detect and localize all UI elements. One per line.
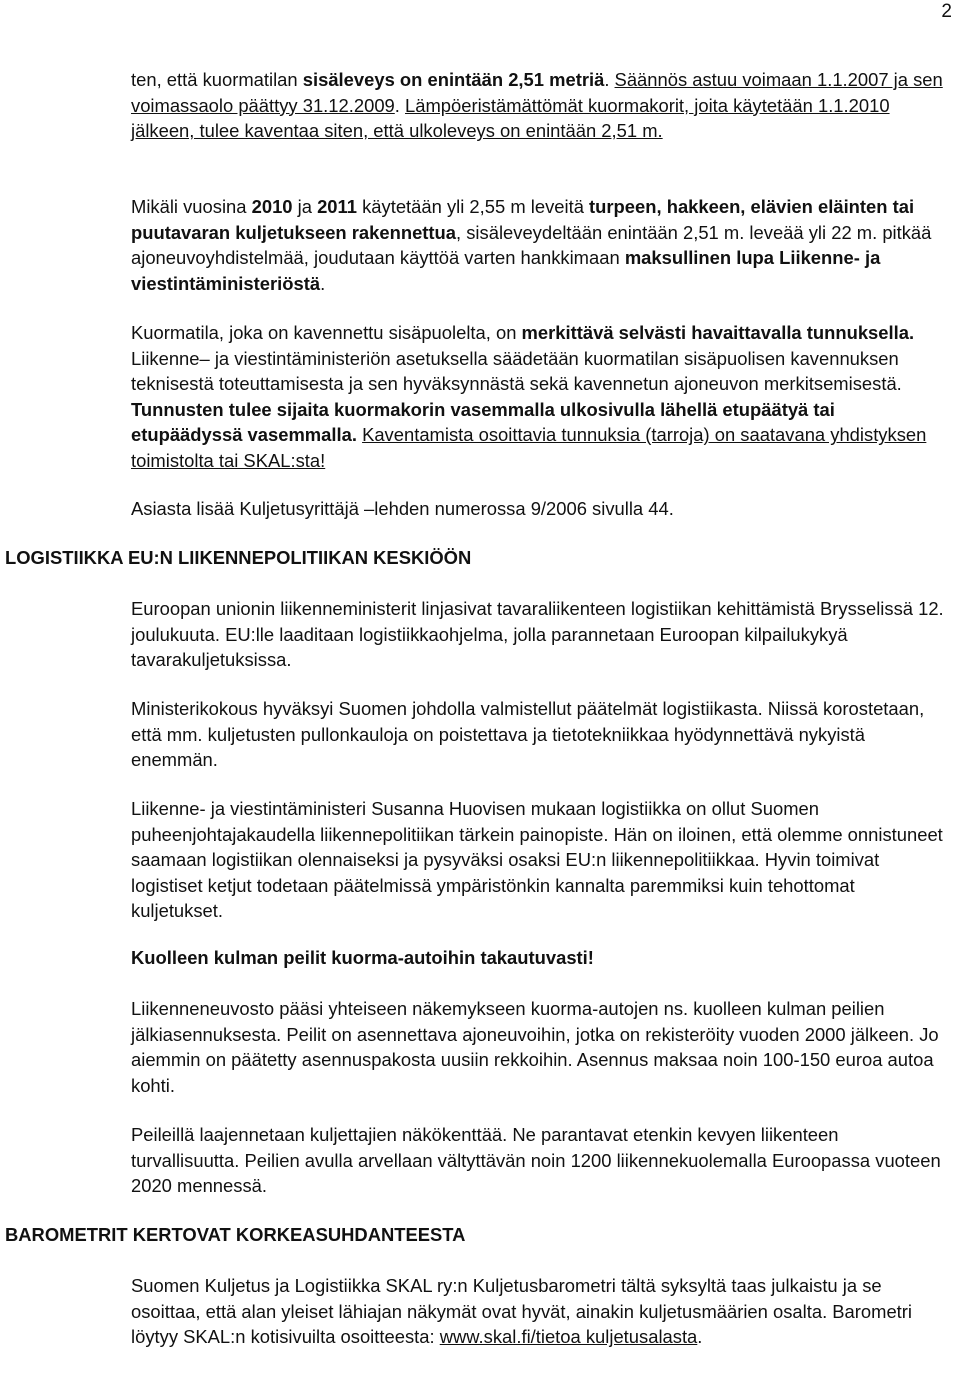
paragraph-ministerial-meeting: Ministerikokous hyväksyi Suomen johdolla valmistellut päätelmät logistiikasta. Niissä korostetaan, että mm. kuljetusten pullonkauloja on poistettava ja tietotekniikkaa hyödynnettävä nykyistä enemmän. <box>131 698 925 771</box>
text: Kuormatila, joka on kavennettu sisäpuolelta, on <box>131 322 522 343</box>
paragraph-width-rule <box>131 67 945 144</box>
text: ja <box>292 196 318 217</box>
text: . <box>320 272 326 294</box>
paragraph-mirror-retrofit: Liikenneneuvosto pääsi yhteiseen näkemykseen kuorma-autojen ns. kuolleen kulman peilien jälkiasennuksesta. Peilit on asennettava ajoneuvoihin, jotka on rekisteröity vuoden 2000 jälkeen. Jo aiemmin on päätetty asennuspakosta uusiin rekkoihin. Asennus maksaa noin 100-150 euroa autoa kohti. <box>131 998 939 1096</box>
page-number: 2 <box>941 1 952 22</box>
text: Suomen Kuljetus ja Logistiikka SKAL ry:n Kuljetusbarometri tältä syksyltä taas julkaistu ja se osoittaa, että alan yleiset lähiajan näkymät ovat hyvät, ainakin kuljetusmäärien osalta. Barometri löytyy SKAL:n kotisivuilta osoitteesta: <box>131 1275 913 1348</box>
paragraph-more-info: Asiasta lisää Kuljetusyrittäjä –lehden numerossa 9/2006 sivulla 44. <box>131 498 674 519</box>
section-heading-logistics: LOGISTIIKKA EU:N LIIKENNEPOLITIIKAN KESKIÖÖN <box>5 547 472 568</box>
underlined-text: Säännös astuu voimaan 1.1.2007 ja sen voimassaolo päättyy 31.12.2009 <box>131 69 943 116</box>
bold-text: 2010 <box>251 196 293 217</box>
text: . <box>394 94 406 116</box>
section-heading-barometers: BAROMETRIT KERTOVAT KORKEASUHDANTEESTA <box>5 1224 466 1245</box>
skal-website-link[interactable]: www.skal.fi/tietoa kuljetusalasta <box>439 1326 698 1348</box>
text: käytetään yli 2,55 m leveitä <box>356 196 590 217</box>
subheading-mirrors: Kuolleen kulman peilit kuorma-autoihin takautuvasti! <box>131 947 594 968</box>
text: . <box>604 69 615 90</box>
paragraph-barometer <box>131 1273 945 1350</box>
bold-text: Tunnusten tulee sijaita kuormakorin vasemmalla ulkosivulla lähellä etupäätyä tai etupäädyssä vasemmalla. <box>131 398 835 446</box>
bold-text: turpeen, hakkeen, elävien eläinten tai puutavaran kuljetukseen rakennettua <box>131 196 915 243</box>
paragraph-eu-ministers: Euroopan unionin liikenneministerit linjasivat tavaraliikenteen logistiikan kehittämistä Brysselissä 12. joulukuuta. EU:lle laaditaan logistiikkaohjelma, jolla parannetaan Euroopan kilpailukykyä tavarakuljetuksissa. <box>131 598 944 671</box>
text: Liikenne– ja viestintäministeriön asetuksella säädetään kuormatilan sisäpuolisen kavennuksen teknisestä toteuttamisesta ja sen hyväksynnästä sekä kavennetun ajoneuvon merkitsemisestä. <box>131 347 902 395</box>
bold-text: sisäleveys on enintään 2,51 metriä <box>302 69 605 90</box>
text: . <box>697 1326 703 1348</box>
text: , sisäleveydeltään enintään 2,51 m. leveää yli 22 m. pitkää ajoneuvoyhdistelmää, joudutaan käyttöä varten hankkimaan <box>131 221 932 269</box>
bold-text: merkittävä selvästi havaittavalla tunnuksella. <box>521 322 915 343</box>
paragraph-huovinen: Liikenne- ja viestintäministeri Susanna Huovisen mukaan logistiikka on ollut Suomen puheenjohtajakaudella liikennepolitiikan tärkein painopiste. Hän on iloinen, että olemme onnistuneet saamaan logistiikan olennaiseksi ja pysyväksi osaksi EU:n liikennepolitiikkaa. Hyvin toimivat logistiset ketjut todetaan päätelmissä ympäristönkin kannalta paremmiksi kuin tehottomat kuljetukset. <box>131 798 943 922</box>
underlined-text: Lämpöeristämättömät kuormakorit, joita käytetään 1.1.2010 jälkeen, tulee kaventaa siten, että ulkoleveys on enintään 2,51 m. <box>131 94 890 142</box>
bold-text: 2011 <box>317 196 357 217</box>
paragraph-mirror-safety: Peileillä laajennetaan kuljettajien näkökenttää. Ne parantavat etenkin kevyen liikenteen turvallisuutta. Peilien avulla arvellaan vältyttävän noin 1200 liikennekuolemalla Euroopassa vuoteen 2020 mennessä. <box>131 1124 941 1197</box>
bold-text: maksullinen lupa Liikenne- ja viestintäministeriöstä <box>131 247 881 294</box>
paragraph-2010-2011-permit <box>131 194 945 296</box>
underlined-text: Kaventamista osoittavia tunnuksia (tarroja) on saatavana yhdistyksen toimistolta tai SKAL:sta! <box>131 424 927 471</box>
paragraph-marking <box>131 320 945 474</box>
text: ten, että kuormatilan <box>131 69 303 90</box>
text: Mikäli vuosina <box>131 196 252 217</box>
